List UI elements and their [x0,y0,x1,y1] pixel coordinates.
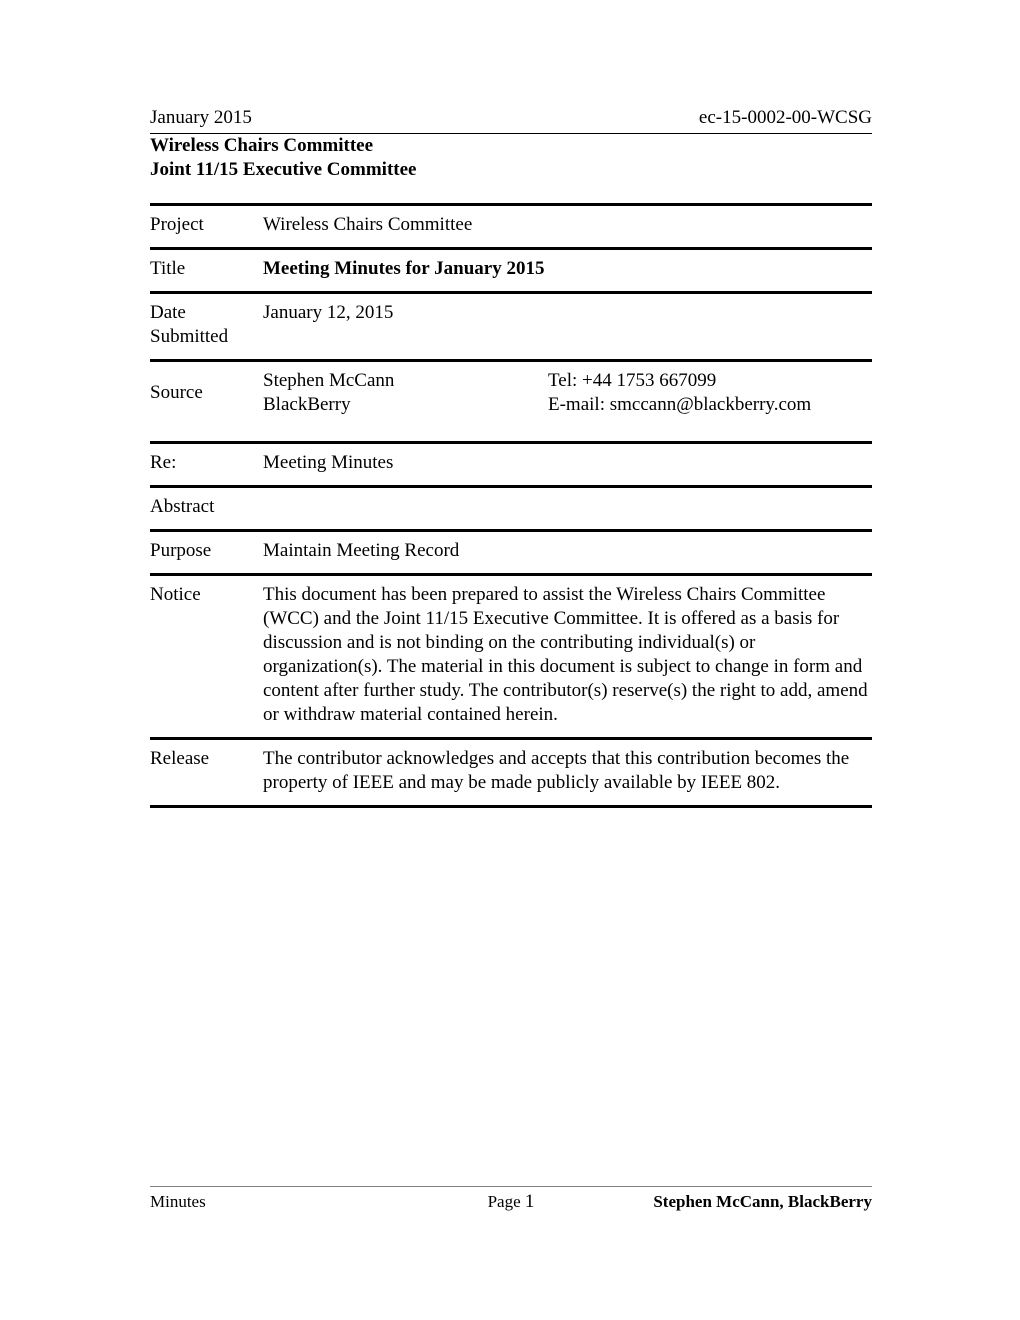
row-label: Abstract [150,496,215,517]
footer-page-label: Page [487,1192,521,1211]
table-row-purpose [150,531,872,575]
row-value: Wireless Chairs Committee [263,214,473,235]
row-value: January 12, 2015 [263,302,394,323]
row-label: Purpose [150,540,212,561]
table-row-project [150,205,872,249]
row-label: Title [150,258,186,279]
table-row-title [150,249,872,293]
table-row-release [150,739,872,807]
row-value: Meeting Minutes [263,452,394,473]
header-committee-line1: Wireless Chairs Committee [150,135,374,156]
source-contact-block [263,369,548,417]
footer-doc-type: Minutes [150,1192,206,1211]
footer-page-indicator [388,1191,633,1213]
row-value [263,361,872,443]
table-row-source [150,361,872,443]
row-value: Meeting Minutes for January 2015 [263,258,545,279]
header-doc-number: ec-15-0002-00-WCSG [698,107,872,128]
source-details-block [548,369,872,417]
row-value [263,487,872,531]
row-label: Re: [150,452,177,473]
row-value: The contributor acknowledges and accepts that this contribution becomes the property of IEEE and may be made publicly available by IEEE 802. [263,748,850,793]
footer-page-number: 1 [524,1191,535,1212]
table-row-date-submitted [150,293,872,361]
table-row-abstract [150,487,872,531]
row-label: Release [150,748,210,769]
footer-author: Stephen McCann, BlackBerry [653,1192,872,1211]
row-label: Project [150,214,204,235]
source-email: E-mail: smccann@blackberry.com [548,394,812,415]
row-label: Source [150,382,203,403]
header-committee-line2: Joint 11/15 Executive Committee [150,159,417,180]
row-label: Date Submitted [150,302,229,347]
source-name: Stephen McCann [263,370,395,391]
table-row-notice [150,575,872,739]
header-top-row [150,106,872,134]
header-date: January 2015 [150,107,252,128]
page-footer [150,1186,872,1213]
source-tel: Tel: +44 1753 667099 [548,370,717,391]
row-value: Maintain Meeting Record [263,540,460,561]
cover-table [150,203,872,808]
source-org: BlackBerry [263,394,351,415]
table-row-re [150,443,872,487]
row-value: This document has been prepared to assist the Wireless Chairs Committee (WCC) and the Joint 11/15 Executive Committee. It is offered as a basis for discussion and is not binding on the contributing individual(s) or organization(s). The material in this document is subject to change in form and content after further study. The contributor(s) reserve(s) the right to add, amend or withdraw material contained herein. [263,584,868,725]
document-header [150,106,872,182]
row-label: Notice [150,584,201,605]
